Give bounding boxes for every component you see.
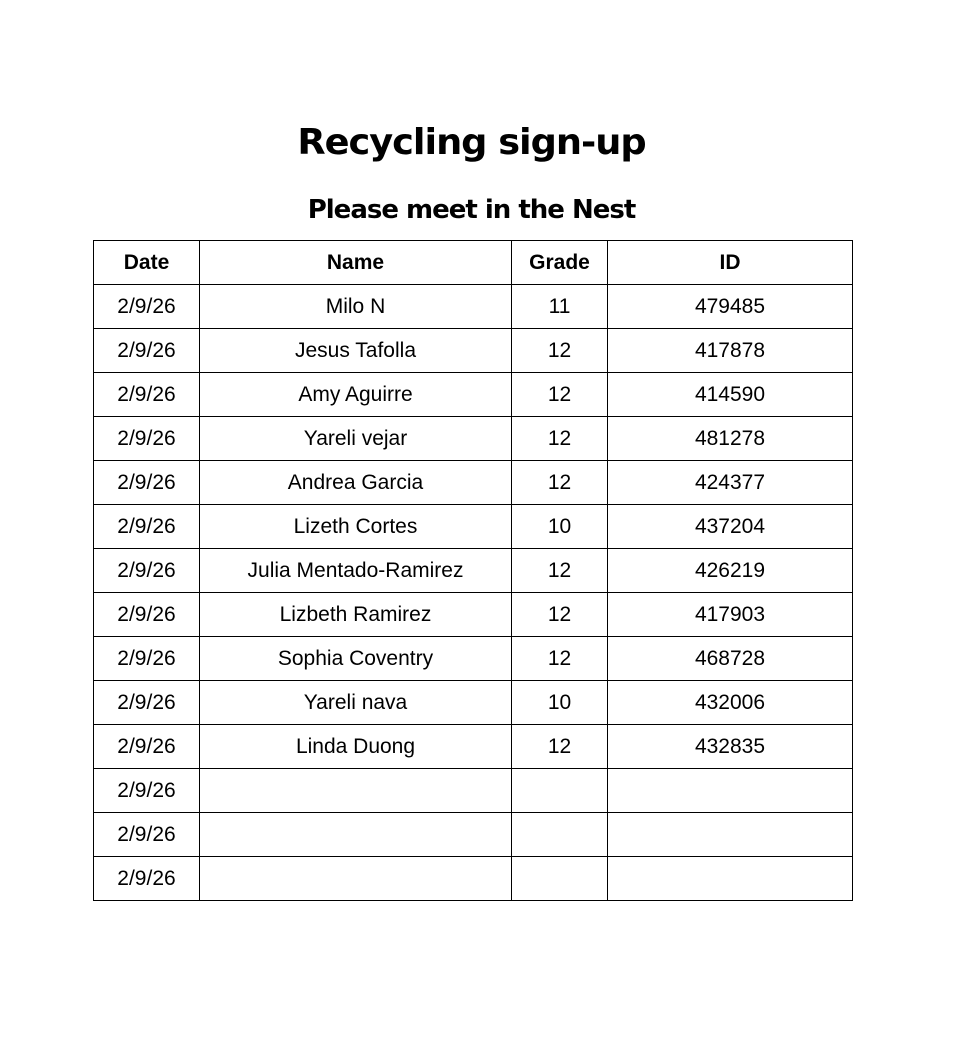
- cell-id: 424377: [608, 461, 853, 505]
- cell-name: Andrea Garcia: [200, 461, 512, 505]
- table-row: [94, 681, 853, 725]
- table-row: [94, 637, 853, 681]
- cell-grade: 12: [512, 725, 608, 769]
- cell-grade: 12: [512, 637, 608, 681]
- cell-id: [608, 813, 853, 857]
- table-header-row: [94, 241, 853, 285]
- cell-date: 2/9/26: [94, 373, 200, 417]
- cell-id: 426219: [608, 549, 853, 593]
- cell-name: [200, 813, 512, 857]
- cell-grade: 12: [512, 373, 608, 417]
- header-id: ID: [608, 241, 853, 285]
- cell-id: 417903: [608, 593, 853, 637]
- table-body: [94, 285, 853, 901]
- cell-grade: [512, 813, 608, 857]
- table-row: [94, 329, 853, 373]
- cell-name: Jesus Tafolla: [200, 329, 512, 373]
- cell-name: Sophia Coventry: [200, 637, 512, 681]
- cell-date: 2/9/26: [94, 813, 200, 857]
- cell-name: Lizbeth Ramirez: [200, 593, 512, 637]
- cell-date: 2/9/26: [94, 725, 200, 769]
- header-date: Date: [94, 241, 200, 285]
- table-row: [94, 505, 853, 549]
- cell-id: 432006: [608, 681, 853, 725]
- cell-grade: 10: [512, 505, 608, 549]
- cell-date: 2/9/26: [94, 593, 200, 637]
- cell-date: 2/9/26: [94, 461, 200, 505]
- cell-grade: [512, 769, 608, 813]
- cell-date: 2/9/26: [94, 769, 200, 813]
- page-subtitle: Please meet in the Nest: [307, 195, 636, 225]
- page-title: Recycling sign-up: [297, 122, 646, 163]
- table-row: [94, 725, 853, 769]
- table-row: [94, 769, 853, 813]
- header-name: Name: [200, 241, 512, 285]
- table-row: [94, 593, 853, 637]
- cell-id: 481278: [608, 417, 853, 461]
- cell-id: 432835: [608, 725, 853, 769]
- cell-grade: 12: [512, 593, 608, 637]
- cell-grade: 12: [512, 329, 608, 373]
- cell-date: 2/9/26: [94, 637, 200, 681]
- cell-id: 437204: [608, 505, 853, 549]
- cell-grade: 12: [512, 461, 608, 505]
- table-row: [94, 857, 853, 901]
- cell-name: Lizeth Cortes: [200, 505, 512, 549]
- cell-grade: [512, 857, 608, 901]
- cell-name: Yareli vejar: [200, 417, 512, 461]
- cell-id: 417878: [608, 329, 853, 373]
- cell-id: 479485: [608, 285, 853, 329]
- cell-date: 2/9/26: [94, 549, 200, 593]
- cell-name: [200, 769, 512, 813]
- cell-id: 414590: [608, 373, 853, 417]
- signup-table: [93, 240, 853, 901]
- cell-grade: 12: [512, 417, 608, 461]
- table-row: [94, 461, 853, 505]
- header-grade: Grade: [512, 241, 608, 285]
- cell-grade: 10: [512, 681, 608, 725]
- cell-grade: 12: [512, 549, 608, 593]
- table-row: [94, 373, 853, 417]
- cell-id: [608, 769, 853, 813]
- table-row: [94, 285, 853, 329]
- cell-id: [608, 857, 853, 901]
- cell-name: [200, 857, 512, 901]
- cell-date: 2/9/26: [94, 857, 200, 901]
- cell-name: Yareli nava: [200, 681, 512, 725]
- table-row: [94, 813, 853, 857]
- cell-name: Linda Duong: [200, 725, 512, 769]
- cell-name: Julia Mentado-Ramirez: [200, 549, 512, 593]
- cell-date: 2/9/26: [94, 285, 200, 329]
- cell-name: Amy Aguirre: [200, 373, 512, 417]
- cell-date: 2/9/26: [94, 681, 200, 725]
- table-row: [94, 549, 853, 593]
- cell-name: Milo N: [200, 285, 512, 329]
- cell-date: 2/9/26: [94, 417, 200, 461]
- cell-date: 2/9/26: [94, 505, 200, 549]
- cell-id: 468728: [608, 637, 853, 681]
- cell-date: 2/9/26: [94, 329, 200, 373]
- table-row: [94, 417, 853, 461]
- cell-grade: 11: [512, 285, 608, 329]
